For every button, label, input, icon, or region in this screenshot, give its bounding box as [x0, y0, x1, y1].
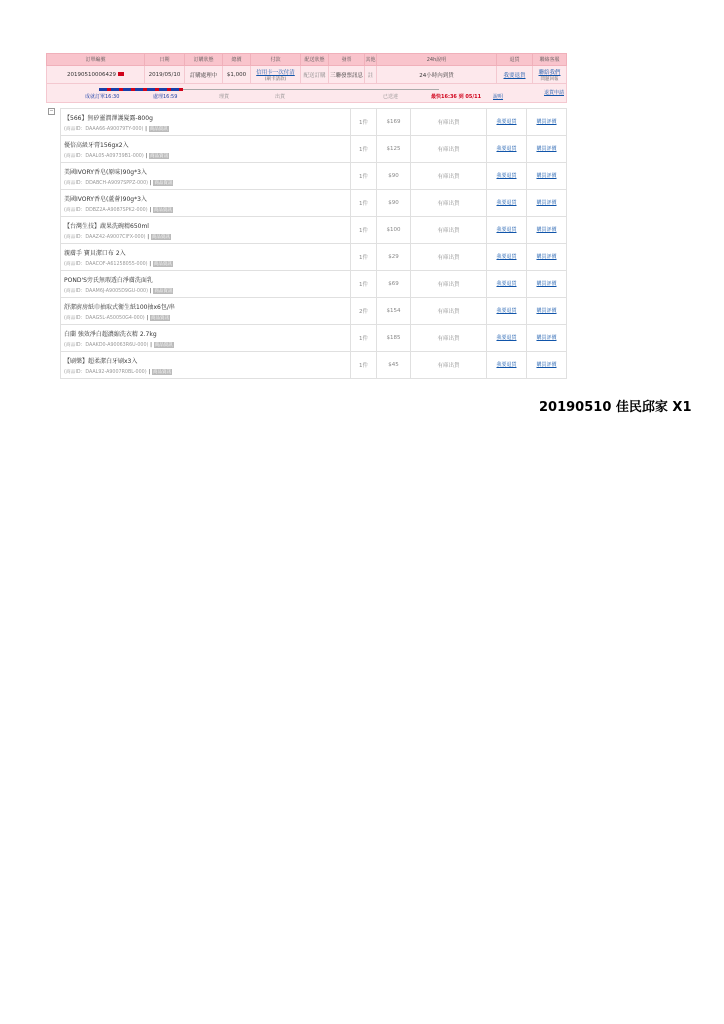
item-qty: 1件 — [351, 109, 377, 136]
item-tag[interactable]: 商品資訊 — [154, 342, 173, 348]
tracking-shipped: 處理16:59 — [153, 94, 178, 100]
item-review-cell — [527, 244, 567, 271]
item-price: $45 — [377, 352, 411, 379]
header-col: 退貨 — [497, 54, 533, 66]
tracking-ordered: 成就訂單16:30 — [85, 94, 120, 100]
item-review-link[interactable]: 購買評價 — [536, 118, 557, 125]
item-row — [61, 271, 567, 298]
item-review-cell — [527, 352, 567, 379]
payment-cell — [251, 66, 301, 84]
item-price: $90 — [377, 190, 411, 217]
item-review-link[interactable]: 購買評價 — [536, 307, 557, 314]
order-id: 20190510006429 — [47, 66, 145, 84]
item-name[interactable]: 美國IVORY香皂(原味)90g*3入 — [64, 168, 147, 176]
item-id: (商品ID：DAAKD0-A90063R6U-000) — [64, 342, 149, 348]
header-col: 其他 — [365, 54, 377, 66]
caption-text: 20190510 佳民邱家 X1 — [539, 400, 692, 415]
item-info: 【台灣生技】蔬果洗碗精650ml (商品ID：DAAZ42-A9007CIFX-000) | 商品資訊 — [61, 217, 351, 244]
item-return-link[interactable]: 我要退貨 — [496, 361, 517, 368]
item-row — [61, 109, 567, 136]
item-return-cell — [487, 163, 527, 190]
item-review-cell — [527, 163, 567, 190]
item-review-link[interactable]: 購買評價 — [536, 280, 557, 287]
item-info: 美國IVORY香皂(蘆薈)90g*3入 (商品ID：DDBZ2A-A9087SPK2-000) | 商品資訊 — [61, 190, 351, 217]
item-return-cell — [487, 109, 527, 136]
item-return-link[interactable]: 我要退貨 — [496, 253, 517, 260]
item-id: (商品ID：DAAG5L-A50050G4-000) — [64, 315, 145, 321]
item-ship: 有庫出貨 — [411, 190, 487, 217]
item-name[interactable]: POND'S旁氏無瑕透白淨膚洗面乳 — [64, 276, 153, 284]
item-return-cell — [487, 136, 527, 163]
item-review-cell — [527, 109, 567, 136]
item-ship: 有庫出貨 — [411, 352, 487, 379]
header-col: 配送狀態 — [301, 54, 329, 66]
item-id: (商品ID：DDBZ2A-A9087SPK2-000) — [64, 207, 148, 213]
item-tag[interactable]: 商品資訊 — [153, 261, 172, 267]
service-cell — [533, 66, 567, 84]
item-review-link[interactable]: 購買評價 — [536, 253, 557, 260]
item-id: (商品ID：DAAA66-A90079TY-000) — [64, 126, 144, 132]
item-tag[interactable]: 商品資訊 — [150, 153, 169, 159]
tracking-progress — [99, 88, 183, 91]
service-link[interactable]: 聯絡我們 — [538, 69, 561, 76]
tracking-step-5: 已送達 — [383, 94, 399, 100]
return-apply-link[interactable]: 退貨申請 — [543, 90, 564, 96]
tracking-step-4: 出貨 — [275, 94, 286, 100]
item-id: (商品ID：DAAZ42-A9007CIFX-000) — [64, 234, 146, 240]
item-review-cell — [527, 217, 567, 244]
item-ship: 有庫出貨 — [411, 325, 487, 352]
flag-icon — [118, 72, 124, 76]
item-qty: 1件 — [351, 163, 377, 190]
return-link[interactable]: 我要退貨 — [503, 72, 526, 79]
payment-link[interactable]: 信用卡一次付清 — [256, 69, 295, 76]
item-info: 美國IVORY香皂(原味)90g*3入 (商品ID：DDABCH-A9097SPPZ-000) | 商品資訊 — [61, 163, 351, 190]
item-name[interactable]: 白蘭 強效淨白超濃縮洗衣精 2.7kg — [64, 330, 157, 338]
order-date: 2019/05/10 — [145, 66, 185, 84]
item-ship: 有庫出貨 — [411, 109, 487, 136]
item-return-cell — [487, 217, 527, 244]
item-ship: 有庫出貨 — [411, 217, 487, 244]
item-tag[interactable]: 商品資訊 — [152, 369, 171, 375]
header-col: 發票 — [329, 54, 365, 66]
item-info: 親膚手 寶貝潔口布 2入 (商品ID：DAACOF-A61258055-000) | 商品資訊 — [61, 244, 351, 271]
collapse-toggle[interactable]: − — [49, 108, 54, 114]
item-list — [60, 108, 566, 379]
order-status: 訂購處理中 — [185, 66, 223, 84]
return-cell — [497, 66, 533, 84]
item-review-link[interactable]: 購買評價 — [536, 334, 557, 341]
invoice: 三聯發票訊息 — [329, 66, 365, 84]
item-qty: 1件 — [351, 352, 377, 379]
item-row — [61, 136, 567, 163]
item-info: 舒潔廚房紙巾抽取式衛生紙100抽x6包/串 (商品ID：DAAG5L-A50050G4-000) | 商品資訊 — [61, 298, 351, 325]
item-info: 優倍高級牙膏156gx2入 (商品ID：DAAL05-A09739B1-000) | 商品資訊 — [61, 136, 351, 163]
tracking-step-3: 理貨 — [219, 94, 230, 100]
item-id: (商品ID：DAAL92-A9007R0BL-000) — [64, 369, 147, 375]
item-price: $29 — [377, 244, 411, 271]
tracking-eta: 最快16:36 到 05/11 — [431, 94, 482, 100]
item-qty: 1件 — [351, 217, 377, 244]
item-ship: 有庫出貨 — [411, 163, 487, 190]
item-return-cell — [487, 190, 527, 217]
item-return-cell — [487, 244, 527, 271]
item-row — [61, 244, 567, 271]
order-panel — [46, 53, 566, 114]
item-return-link[interactable]: 我要退貨 — [496, 199, 517, 206]
order-total: $1,000 — [223, 66, 251, 84]
header-col: 24h說明 — [377, 54, 497, 66]
item-price: $169 — [377, 109, 411, 136]
item-name[interactable]: 【台灣生技】蔬果洗碗精650ml — [64, 222, 149, 230]
header-col: 聯絡客服 — [533, 54, 567, 66]
item-row — [61, 190, 567, 217]
item-name[interactable]: 優倍高級牙膏156gx2入 — [64, 141, 129, 149]
delivery-status: 配送訂購 — [301, 66, 329, 84]
item-info: 【刷樂】超柔潔白牙刷x3入 (商品ID：DAAL92-A9007R0BL-000) | 商品資訊 — [61, 352, 351, 379]
item-review-link[interactable]: 購買評價 — [536, 226, 557, 233]
item-qty: 2件 — [351, 298, 377, 325]
eta-help-link[interactable]: 說明 — [493, 94, 504, 100]
item-return-cell — [487, 325, 527, 352]
item-ship: 有庫出貨 — [411, 136, 487, 163]
item-return-link[interactable]: 我要退貨 — [496, 280, 517, 287]
item-qty: 1件 — [351, 244, 377, 271]
item-review-cell — [527, 136, 567, 163]
item-tag[interactable]: 商品資訊 — [151, 315, 170, 321]
item-price: $125 — [377, 136, 411, 163]
item-row — [61, 352, 567, 379]
item-review-cell — [527, 190, 567, 217]
item-row — [61, 298, 567, 325]
item-review-link[interactable]: 購買評價 — [536, 145, 557, 152]
item-name[interactable]: 美國IVORY香皂(蘆薈)90g*3入 — [64, 195, 147, 203]
item-row — [61, 217, 567, 244]
item-id: (商品ID：DAACOF-A61258055-000) — [64, 261, 148, 267]
item-review-link[interactable]: 購買評價 — [536, 361, 557, 368]
item-name[interactable]: 親膚手 寶貝潔口布 2入 — [64, 249, 126, 257]
order-table — [46, 53, 567, 103]
item-ship: 有庫出貨 — [411, 298, 487, 325]
item-qty: 1件 — [351, 136, 377, 163]
item-ship: 有庫出貨 — [411, 271, 487, 298]
item-id: (商品ID：DAAL05-A09739B1-000) — [64, 153, 144, 159]
header-col: 日期 — [145, 54, 185, 66]
item-price: $100 — [377, 217, 411, 244]
item-review-cell — [527, 325, 567, 352]
item-price: $154 — [377, 298, 411, 325]
item-return-link[interactable]: 我要退貨 — [496, 334, 517, 341]
item-row — [61, 325, 567, 352]
item-tag[interactable]: 商品資訊 — [151, 234, 170, 240]
header-col: 訂購狀態 — [185, 54, 223, 66]
payment-note: (刷卡請款) — [264, 76, 287, 82]
item-return-cell — [487, 298, 527, 325]
item-name[interactable]: 【刷樂】超柔潔白牙刷x3入 — [64, 357, 138, 365]
header-col: 訂單編號 — [47, 54, 145, 66]
item-review-link[interactable]: 購買評價 — [536, 172, 557, 179]
h24-info: 24小時內到貨 — [377, 66, 497, 84]
item-price: $185 — [377, 325, 411, 352]
item-return-cell — [487, 352, 527, 379]
item-price: $90 — [377, 163, 411, 190]
item-name[interactable]: 【566】無矽靈潤澤護髮露-800g — [64, 114, 153, 122]
item-id: (商品ID：DDABCH-A9097SPPZ-000) — [64, 180, 149, 186]
item-qty: 1件 — [351, 325, 377, 352]
item-review-link[interactable]: 購買評價 — [536, 199, 557, 206]
item-tag[interactable]: 商品資訊 — [154, 180, 173, 186]
item-return-link[interactable]: 我要退貨 — [496, 307, 517, 314]
item-return-link[interactable]: 我要退貨 — [496, 226, 517, 233]
item-info: POND'S旁氏無瑕透白淨膚洗面乳 (商品ID：DAAM6J-A9005D9GU-000) | 商品資訊 — [61, 271, 351, 298]
item-name[interactable]: 舒潔廚房紙巾抽取式衛生紙100抽x6包/串 — [64, 303, 175, 311]
item-qty: 1件 — [351, 190, 377, 217]
item-review-cell — [527, 271, 567, 298]
tracking-row — [47, 84, 567, 103]
item-id: (商品ID：DAAM6J-A9005D9GU-000) — [64, 288, 148, 294]
other-note[interactable]: 註 — [365, 66, 377, 84]
header-col: 總價 — [223, 54, 251, 66]
item-price: $69 — [377, 271, 411, 298]
item-return-link[interactable]: 我要退貨 — [496, 118, 517, 125]
item-return-link[interactable]: 我要退貨 — [496, 172, 517, 179]
item-tag[interactable]: 商品資訊 — [154, 288, 173, 294]
item-qty: 1件 — [351, 271, 377, 298]
item-tag[interactable]: 商品資訊 — [149, 126, 168, 132]
item-info: 【566】無矽靈潤澤護髮露-800g (商品ID：DAAA66-A90079TY-000) | 商品資訊 — [61, 109, 351, 136]
item-row — [61, 163, 567, 190]
item-review-cell — [527, 298, 567, 325]
service-note[interactable]: 問題回報 — [540, 76, 559, 82]
item-info: 白蘭 強效淨白超濃縮洗衣精 2.7kg (商品ID：DAAKD0-A90063R6U-000) | 商品資訊 — [61, 325, 351, 352]
item-return-link[interactable]: 我要退貨 — [496, 145, 517, 152]
item-tag[interactable]: 商品資訊 — [153, 207, 172, 213]
item-return-cell — [487, 271, 527, 298]
item-ship: 有庫出貨 — [411, 244, 487, 271]
header-col: 付款 — [251, 54, 301, 66]
